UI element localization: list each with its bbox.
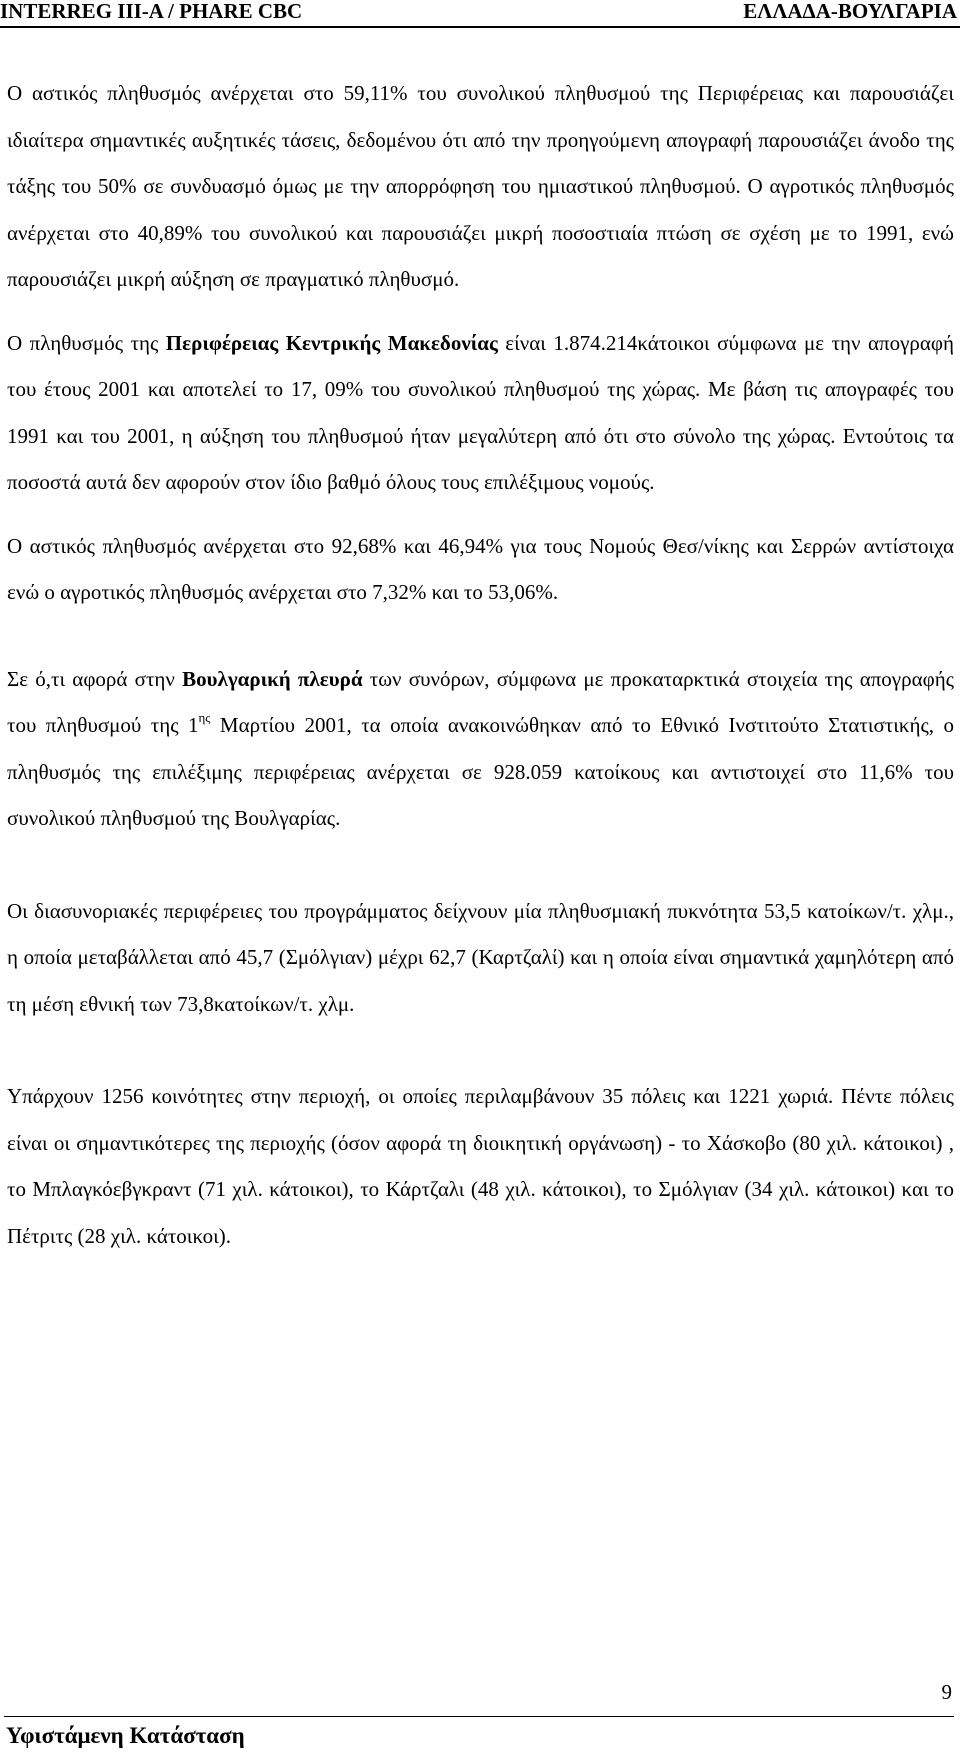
footer-section-title: Υφιστάμενη Κατάσταση [6,1723,245,1748]
page-number: 9 [941,1680,952,1704]
paragraph-urban-population: Ο αστικός πληθυσμός ανέρχεται στο 59,11% του συνολικού πληθυσμού της Περιφέρειας και παρουσιάζει ιδιαίτερα σημαντικές αυξητικές τάσεις, δεδομένου ότι από την προηγούμενη απογραφή παρουσιάζει άνοδο της τάξης του 50% σε συνδυασμό όμως με την απορρόφηση του ημιαστικού πληθυσμού. Ο αγροτικός πληθυσμός ανέρχεται στο 40,89% του συνολικού και παρουσιάζει μικρή ποσοστιαία πτώση σε σχέση με το 1991, ενώ παρουσιάζει μικρή αύξηση σε πραγματικό πληθυσμό. [7,81,954,291]
ordinal-superscript: ης [198,710,211,725]
document-body [7,70,954,1259]
bold-bulgarian-side: Βουλγαρική πλευρά [182,666,363,691]
text-span: Ο πληθυσμός της [7,330,166,355]
text-span: Σε ό,τι αφορά στην [7,666,183,691]
text-span: είναι 1.874.214κάτοικοι σύμφωνα με την απογραφή του έτους 2001 και αποτελεί το 17, 09% του συνολικού πληθυσμού της χώρας. Με βάση τις απογραφές του 1991 και του 2001, η αύξηση του πληθυσμού ήταν μεγαλύτερη από ότι στο σύνολο της χώρας. Εντούτοις τα ποσοστά αυτά δεν αφορούν στον ίδιο βαθμό όλους τους επιλέξιμους νομούς. [7,330,954,494]
header-program-title: INTERREG III-A / PHARE CBC [0,0,303,23]
bold-region-name: Περιφέρειας Κεντρικής Μακεδονίας [165,330,498,355]
paragraph-prefectures: Ο αστικός πληθυσμός ανέρχεται στο 92,68% και 46,94% για τους Νομούς Θεσ/νίκης και Σερρών αντίστοιχα ενώ ο αγροτικός πληθυσμός ανέρχεται στο 7,32% και το 53,06%. [7,533,954,604]
paragraph-communities: Υπάρχουν 1256 κοινότητες στην περιοχή, οι οποίες περιλαμβάνουν 35 πόλεις και 1221 χωριά. Πέντε πόλεις είναι οι σημαντικότερες της περιοχής (όσον αφορά τη διοικητική οργάνωση) - το Χάσκοβο (80 χιλ. κάτοικοι) , το Μπλαγκόεβγκραντ (71 χιλ. κάτοικοι), το Κάρτζαλι (48 χιλ. κάτοικοι), το Σμόλγιαν (34 χιλ. κάτοικοι) και το Πέτριτς (28 χιλ. κάτοικοι). [7,1084,954,1248]
paragraph-bulgarian-side [7,656,954,842]
paragraph-central-macedonia [7,320,954,506]
text-span: Μαρτίου 2001, τα οποία ανακοινώθηκαν από το Εθνικό Ινστιτούτο Στατιστικής, ο πληθυσμός της επιλέξιμης περιφέρειας ανέρχεται σε 928.059 κατοίκους και αντιστοιχεί στο 11,6% του συνολικού πληθυσμού της Βουλγαρίας. [7,713,954,830]
header-region-title: ΕΛΛΑΔΑ-ΒΟΥΛΓΑΡΙΑ [743,0,957,23]
footer-divider [4,1716,954,1717]
text-span: των συνόρων, σύμφωνα με προκαταρκτικά στοιχεία της απογραφής του πληθυσμού της 1 [7,666,954,737]
paragraph-population-density: Οι διασυνοριακές περιφέρειες του προγράμματος δείχνουν μία πληθυσμιακή πυκνότητα 53,5 κατοίκων/τ. χλμ., η οποία μεταβάλλεται από 45,7 (Σμόλγιαν) μέχρι 62,7 (Καρτζαλί) και η οποία είναι σημαντικά χαμηλότερη από τη μέση εθνική των 73,8κατοίκων/τ. χλμ. [7,898,954,1016]
page-header [0,0,960,24]
header-divider [0,26,960,28]
